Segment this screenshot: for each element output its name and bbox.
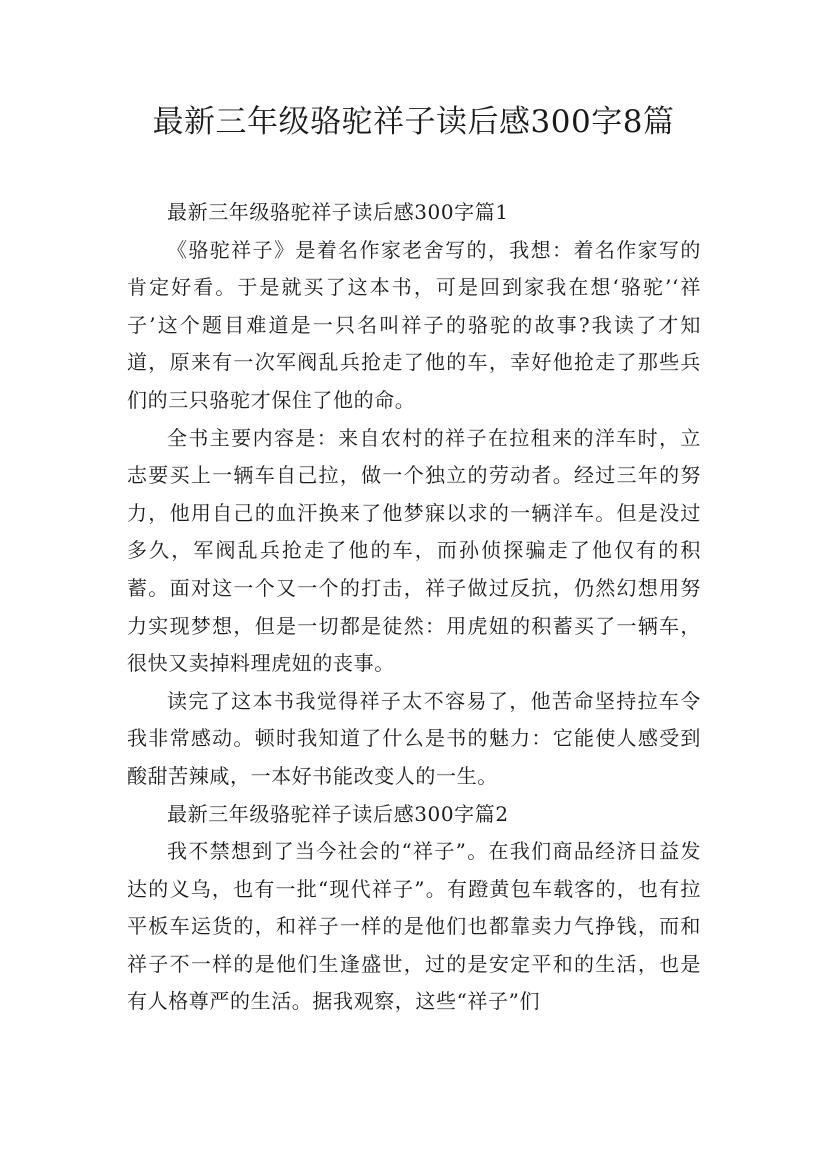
section-2-heading: 最新三年级骆驼祥子读后感300字篇2 [167,801,509,826]
section-2-paragraph-1: 我不禁想到了当今社会的“祥子”。在我们商品经济日益发达的义乌，也有一批“现代祥子”。有蹬黄包车载客的，也有拉平板车运货的，和祥子一样的是他们也都靠卖力气挣钱，而和祥子不一样的是他们生逢盛世，过的是安定平和的生活，也是有人格尊严的生活。据我观察，这些“祥子”们 [127,839,701,1014]
section-1-paragraph-1: 《骆驼祥子》是着名作家老舍写的，我想：着名作家写的肯定好看。于是就买了这本书，可是回到家我在想‘骆驼’‘祥子’这个题目难道是一只名叫祥子的骆驼的故事?我读了才知道，原来有一次军阀乱兵抢走了他的车，幸好他抢走了那些兵们的三只骆驼才保住了他的命。 [127,237,701,412]
document-body [127,194,701,1021]
document-title: 最新三年级骆驼祥子读后感300字8篇 [152,104,675,140]
section-1-paragraph-2: 全书主要内容是：来自农村的祥子在拉租来的洋车时，立志要买上一辆车自己拉，做一个独立的劳动者。经过三年的努力，他用自己的血汗换来了他梦寐以求的一辆洋车。但是没过多久，军阀乱兵抢走了他的车，而孙侦探骗走了他仅有的积蓄。面对这一个又一个的打击，祥子做过反抗，仍然幻想用努力实现梦想，但是一切都是徒然：用虎妞的积蓄买了一辆车，很快又卖掉料理虎妞的丧事。 [127,425,701,676]
section-1-heading: 最新三年级骆驼祥子读后感300字篇1 [167,200,509,224]
section-1-paragraph-3: 读完了这本书我觉得祥子太不容易了，他苦命坚持拉车令我非常感动。顿时我知道了什么是书的魅力：它能使人感受到酸甜苦辣咸，一本好书能改变人的一生。 [127,688,701,788]
